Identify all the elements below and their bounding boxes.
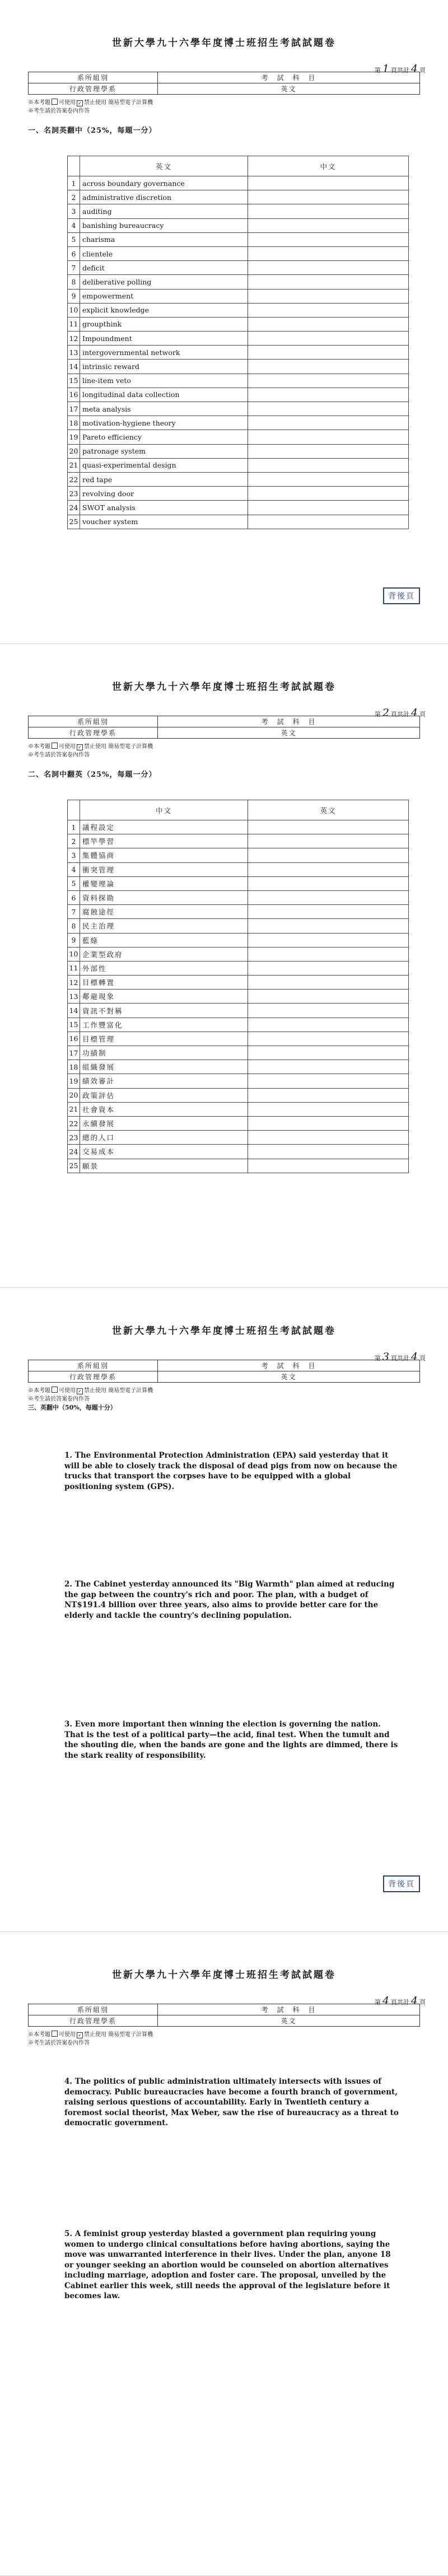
term-cell: 民主治理 [80, 919, 248, 933]
answer-cell [248, 289, 409, 303]
answer-cell [248, 1131, 409, 1145]
page-number: 第 1 頁共計 4 頁 [374, 63, 426, 75]
term-cell: Impoundment [80, 332, 248, 346]
answer-cell [248, 402, 409, 416]
term-cell: intrinsic reward [80, 360, 248, 374]
checkbox-forbidden: ✓ [77, 744, 83, 750]
row-number: 4 [68, 862, 80, 876]
row-number: 18 [68, 1060, 80, 1074]
answer-cell [248, 176, 409, 190]
answer-cell [248, 388, 409, 402]
term-cell: empowerment [80, 289, 248, 303]
term-cell: groupthink [80, 317, 248, 331]
col-header-chinese: 中文 [80, 800, 248, 820]
exam-notes: ※本考題 可使用 ✓ 禁止使用 簡易型電子計算機 ※考生請於答案卷內作答 [28, 2032, 153, 2046]
answer-cell [248, 317, 409, 331]
answer-cell [248, 1145, 409, 1159]
subject-label: 考 試 科 目 [158, 72, 420, 83]
term-cell: 功績制 [80, 1046, 248, 1060]
row-number: 21 [68, 1102, 80, 1116]
row-number: 9 [68, 289, 80, 303]
term-cell: SWOT analysis [80, 501, 248, 515]
term-cell: clientele [80, 246, 248, 260]
answer-cell [248, 472, 409, 486]
table-row [68, 919, 409, 933]
answer-cell [248, 1159, 409, 1173]
table-row [68, 1102, 409, 1116]
table-row [68, 1159, 409, 1173]
answer-cell [248, 834, 409, 848]
row-number: 2 [68, 834, 80, 848]
answer-cell [248, 232, 409, 246]
term-cell: intergovernmental network [80, 346, 248, 360]
term-cell: 標竿學習 [80, 834, 248, 848]
term-cell: 交易成本 [80, 1145, 248, 1159]
exam-header-table [28, 2004, 420, 2027]
answer-cell [248, 820, 409, 834]
table-row [68, 176, 409, 190]
row-number: 19 [68, 430, 80, 444]
row-number: 8 [68, 275, 80, 289]
answer-cell [248, 303, 409, 317]
section-heading: 一、名詞英翻中（25%，每題一分） [28, 127, 157, 135]
row-number: 19 [68, 1074, 80, 1088]
term-cell: administrative discretion [80, 190, 248, 204]
dept-label: 系所組別 [29, 72, 158, 83]
table-row [68, 275, 409, 289]
exam-notes: ※本考題 可使用 ✓ 禁止使用 簡易型電子計算機 ※考生請於答案卷內作答 三、英翻中（50%，每題十分） [28, 1387, 420, 1412]
exam-page-4 [0, 1932, 448, 2576]
row-number: 6 [68, 890, 80, 904]
term-cell: Pareto efficiency [80, 430, 248, 444]
checkbox-forbidden: ✓ [77, 2032, 83, 2038]
row-number: 10 [68, 303, 80, 317]
table-row [68, 402, 409, 416]
table-row [68, 1074, 409, 1088]
table-row [68, 1032, 409, 1046]
table-row [68, 1018, 409, 1032]
row-number: 1 [68, 176, 80, 190]
exam-page-3 [0, 1288, 448, 1932]
row-number: 24 [68, 1145, 80, 1159]
term-cell: 總的人口 [80, 1131, 248, 1145]
question-5: 5. A feminist group yesterday blasted a government plan requiring young women to undergo clinical consultations before having abortions, saying the move was unwarranted interference in their lives. Under the plan, anyone 18 or younger seeking an abortion would be counseled on abortion alternatives including marriage, adoption and foster care. The proposal, unveiled by the Cabinet earlier this week, still needs the approval of the legislature before it becomes law. [64, 2229, 391, 2300]
col-header-chinese: 中文 [248, 156, 409, 176]
dept-label: 系所組別 [29, 716, 158, 727]
answer-cell [248, 374, 409, 388]
table-row [68, 947, 409, 961]
table-row [68, 374, 409, 388]
term-cell: 績效審計 [80, 1074, 248, 1088]
subject-value: 英文 [158, 1371, 420, 1383]
row-number: 17 [68, 402, 80, 416]
term-cell: quasi-experimental design [80, 458, 248, 472]
table-row [68, 848, 409, 862]
answer-cell [248, 204, 409, 218]
answer-cell [248, 458, 409, 472]
term-cell: charisma [80, 232, 248, 246]
term-cell: 願景 [80, 1159, 248, 1173]
term-cell: 社會資本 [80, 1102, 248, 1116]
row-number: 13 [68, 990, 80, 1004]
row-number: 10 [68, 947, 80, 961]
table-row [68, 289, 409, 303]
row-number: 21 [68, 458, 80, 472]
row-number: 5 [68, 232, 80, 246]
dept-value: 行政管理學系 [29, 2015, 158, 2027]
term-cell: 議程設定 [80, 820, 248, 834]
vocab-table-en-zh [67, 156, 409, 529]
table-row [68, 976, 409, 990]
answer-cell [248, 487, 409, 501]
table-row [68, 1116, 409, 1130]
answer-cell [248, 1032, 409, 1046]
exam-header-table [28, 716, 420, 739]
exam-notes: ※本考題 可使用 ✓ 禁止使用 簡易型電子計算機 ※考生請於答案卷內作答 [28, 100, 153, 114]
table-row [68, 990, 409, 1004]
checkbox-allowed [52, 1387, 58, 1393]
table-row [68, 190, 409, 204]
answer-cell [248, 261, 409, 275]
exam-notes: ※本考題 可使用 ✓ 禁止使用 簡易型電子計算機 ※考生請於答案卷內作答 [28, 744, 153, 758]
answer-cell [248, 1102, 409, 1116]
table-row [68, 261, 409, 275]
answer-cell [248, 862, 409, 876]
term-cell: red tape [80, 472, 248, 486]
subject-label: 考 試 科 目 [158, 2004, 420, 2015]
table-row [68, 246, 409, 260]
row-number: 2 [68, 190, 80, 204]
table-row [68, 204, 409, 218]
term-cell: deficit [80, 261, 248, 275]
table-row [68, 430, 409, 444]
checkbox-allowed [52, 2031, 58, 2037]
row-number: 20 [68, 1088, 80, 1102]
exam-title: 世新大學九十六學年度博士班招生考試試題卷 [112, 1970, 336, 1981]
row-number: 20 [68, 444, 80, 458]
answer-cell [248, 1074, 409, 1088]
subject-label: 考 試 科 目 [158, 716, 420, 727]
term-cell: 永續發展 [80, 1116, 248, 1130]
term-cell: deliberative polling [80, 275, 248, 289]
answer-cell [248, 961, 409, 975]
checkbox-allowed [52, 99, 58, 105]
row-number: 15 [68, 374, 80, 388]
table-row [68, 1060, 409, 1074]
answer-cell [248, 430, 409, 444]
row-number: 13 [68, 346, 80, 360]
row-number: 17 [68, 1046, 80, 1060]
col-header-english: 英文 [80, 156, 248, 176]
answer-cell [248, 1046, 409, 1060]
answer-cell [248, 976, 409, 990]
row-number: 18 [68, 416, 80, 430]
term-cell: explicit knowledge [80, 303, 248, 317]
row-number: 22 [68, 472, 80, 486]
answer-cell [248, 332, 409, 346]
term-cell: motivation-hygiene theory [80, 416, 248, 430]
row-number: 1 [68, 820, 80, 834]
answer-cell [248, 190, 409, 204]
exam-header-table [28, 72, 420, 95]
row-number: 14 [68, 360, 80, 374]
dept-label: 系所組別 [29, 1360, 158, 1371]
table-row [68, 834, 409, 848]
row-number: 16 [68, 388, 80, 402]
table-row [68, 890, 409, 904]
table-row [68, 487, 409, 501]
answer-cell [248, 848, 409, 862]
table-row [68, 933, 409, 947]
row-number: 8 [68, 919, 80, 933]
term-cell: 腐蝕途徑 [80, 905, 248, 919]
row-number: 15 [68, 1018, 80, 1032]
answer-cell [248, 947, 409, 961]
term-cell: banishing bureaucracy [80, 218, 248, 232]
section-heading: 二、名詞中翻英（25%，每題一分） [28, 771, 157, 779]
term-cell: 衝突管理 [80, 862, 248, 876]
answer-cell [248, 1004, 409, 1018]
exam-page-1 [0, 0, 448, 644]
row-number: 11 [68, 317, 80, 331]
row-number: 7 [68, 905, 80, 919]
subject-label: 考 試 科 目 [158, 1360, 420, 1371]
term-cell: 工作豐富化 [80, 1018, 248, 1032]
term-cell: 外部性 [80, 961, 248, 975]
term-cell: across boundary governance [80, 176, 248, 190]
term-cell: meta analysis [80, 402, 248, 416]
term-cell: patronage system [80, 444, 248, 458]
checkbox-allowed [52, 743, 58, 749]
table-row [68, 1131, 409, 1145]
term-cell: revolving door [80, 487, 248, 501]
row-number: 25 [68, 1159, 80, 1173]
col-header-english: 英文 [248, 800, 409, 820]
dept-value: 行政管理學系 [29, 83, 158, 95]
dept-value: 行政管理學系 [29, 727, 158, 739]
table-row [68, 346, 409, 360]
subject-value: 英文 [158, 727, 420, 739]
answer-cell [248, 1018, 409, 1032]
section-heading: 三、英翻中（50%，每題十分） [28, 1404, 116, 1411]
row-number: 3 [68, 204, 80, 218]
answer-cell [248, 275, 409, 289]
term-cell: 組織發展 [80, 1060, 248, 1074]
row-number: 12 [68, 332, 80, 346]
term-cell: 藍綠 [80, 933, 248, 947]
row-number: 14 [68, 1004, 80, 1018]
vocab-table-zh-en [67, 800, 409, 1173]
term-cell: 資訊不對稱 [80, 1004, 248, 1018]
answer-cell [248, 876, 409, 890]
table-row [68, 232, 409, 246]
table-row [68, 1046, 409, 1060]
answer-cell [248, 990, 409, 1004]
row-number: 12 [68, 976, 80, 990]
row-number: 9 [68, 933, 80, 947]
dept-value: 行政管理學系 [29, 1371, 158, 1383]
answer-cell [248, 1060, 409, 1074]
term-cell: 資料探勘 [80, 890, 248, 904]
answer-cell [248, 905, 409, 919]
exam-page-2 [0, 644, 448, 1288]
checkbox-forbidden: ✓ [77, 1388, 83, 1394]
row-number: 23 [68, 1131, 80, 1145]
answer-cell [248, 501, 409, 515]
answer-cell [248, 346, 409, 360]
row-number: 7 [68, 261, 80, 275]
table-row [68, 360, 409, 374]
answer-cell [248, 919, 409, 933]
answer-cell [248, 933, 409, 947]
row-number: 24 [68, 501, 80, 515]
table-row [68, 862, 409, 876]
row-number: 3 [68, 848, 80, 862]
term-cell: 企業型政府 [80, 947, 248, 961]
exam-title: 世新大學九十六學年度博士班招生考試試題卷 [112, 682, 336, 693]
question-1: 1. The Environmental Protection Administration (EPA) said yesterday that it will be able to closely track the disposal of dead pigs from now on because the trucks that transport the corpses have to be equipped with a global positioning system (GPS). [64, 1451, 398, 1491]
table-row [68, 317, 409, 331]
table-row [68, 961, 409, 975]
table-row [68, 332, 409, 346]
term-cell: line-item veto [80, 374, 248, 388]
term-cell: voucher system [80, 515, 248, 529]
answer-cell [248, 416, 409, 430]
table-row [68, 1004, 409, 1018]
row-number: 16 [68, 1032, 80, 1046]
exam-header-table [28, 1360, 420, 1383]
answer-cell [248, 246, 409, 260]
term-cell: 目標管理 [80, 1032, 248, 1046]
continue-stamp: 背後頁 [383, 1875, 420, 1892]
table-row [68, 416, 409, 430]
table-row [68, 218, 409, 232]
answer-cell [248, 360, 409, 374]
row-number: 6 [68, 246, 80, 260]
answer-cell [248, 444, 409, 458]
table-row [68, 303, 409, 317]
dept-label: 系所組別 [29, 2004, 158, 2015]
question-4: 4. The politics of public administration ultimately intersects with issues of democracy. Public bureaucracies have become a fourth branch of government, raising serious questions of accountability. Early in Twentieth century a foremost social theorist, Max Weber, saw the rise of bureaucracy as a threat to democratic government. [64, 2077, 399, 2127]
checkbox-forbidden: ✓ [77, 100, 83, 106]
question-2: 2. The Cabinet yesterday announced its "Big Warmth" plan aimed at reducing the gap between the country's rich and poor. The plan, with a budget of NT$191.4 billion over three years, also aims to provide better care for the elderly and tackle the country's declining population. [64, 1580, 395, 1620]
table-row [68, 472, 409, 486]
term-cell: 政策評估 [80, 1088, 248, 1102]
page-number: 第 2 頁共計 4 頁 [374, 707, 426, 719]
answer-cell [248, 890, 409, 904]
answer-cell [248, 515, 409, 529]
table-row [68, 458, 409, 472]
continue-stamp: 背後頁 [383, 587, 420, 604]
subject-value: 英文 [158, 2015, 420, 2027]
row-number: 22 [68, 1116, 80, 1130]
answer-cell [248, 1088, 409, 1102]
table-row [68, 515, 409, 529]
row-number: 4 [68, 218, 80, 232]
exam-title: 世新大學九十六學年度博士班招生考試試題卷 [112, 38, 336, 49]
row-number: 25 [68, 515, 80, 529]
table-row [68, 388, 409, 402]
term-cell: 目標轉置 [80, 976, 248, 990]
page-number: 第 4 頁共計 4 頁 [374, 1995, 426, 2007]
term-cell: 權變理論 [80, 876, 248, 890]
answer-cell [248, 218, 409, 232]
question-3: 3. Even more important then winning the election is governing the nation. That is the test of a political party—the acid, final test. When the tumult and the shouting die, when the bands are gone and the lights are dimmed, there is the stark reality of responsibility. [64, 1720, 398, 1760]
row-number: 5 [68, 876, 80, 890]
table-row [68, 1088, 409, 1102]
page-number: 第 3 頁共計 4 頁 [374, 1351, 426, 1363]
row-number: 11 [68, 961, 80, 975]
table-row [68, 876, 409, 890]
table-row [68, 444, 409, 458]
table-row [68, 820, 409, 834]
exam-title: 世新大學九十六學年度博士班招生考試試題卷 [112, 1326, 336, 1337]
term-cell: 集體協商 [80, 848, 248, 862]
table-row [68, 905, 409, 919]
table-row [68, 501, 409, 515]
answer-cell [248, 1116, 409, 1130]
row-number: 23 [68, 487, 80, 501]
table-row [68, 1145, 409, 1159]
term-cell: longitudinal data collection [80, 388, 248, 402]
subject-value: 英文 [158, 83, 420, 95]
term-cell: auditing [80, 204, 248, 218]
term-cell: 鄰避現象 [80, 990, 248, 1004]
